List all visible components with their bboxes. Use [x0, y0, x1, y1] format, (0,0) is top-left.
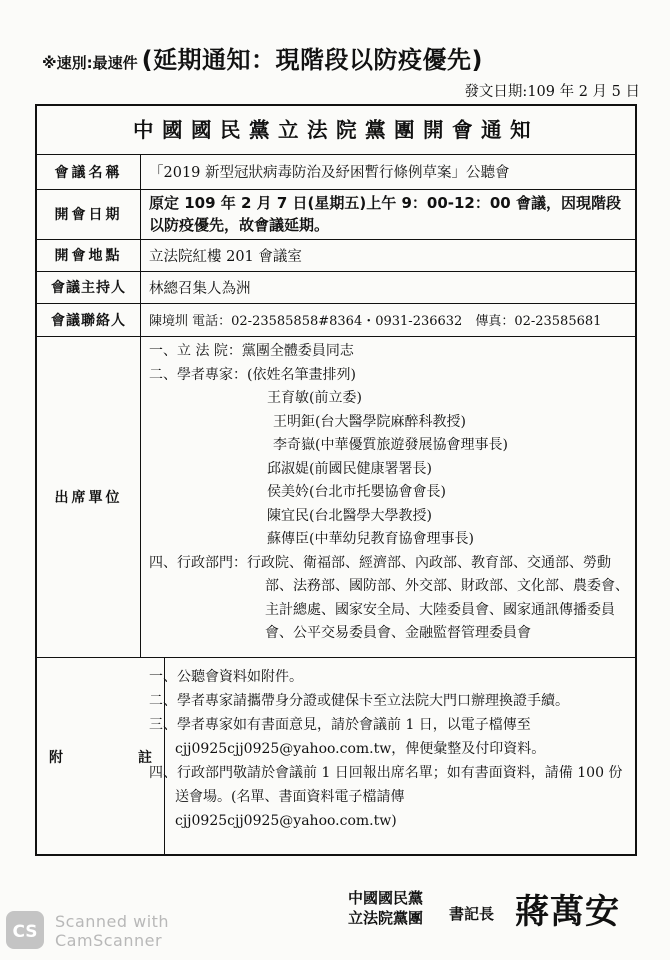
meeting-place-value: 立法院紅樓 201 會議室: [149, 248, 302, 265]
seal-line: 立法院黨團: [348, 909, 424, 927]
expert-item: 侯美妗(台北市托嬰協會會長): [267, 484, 446, 500]
remarks-list: [149, 665, 629, 833]
row-meeting-date: [37, 189, 635, 240]
remarks-label-a: 附: [49, 749, 63, 766]
remark-item: 一、公聽會資料如附件。: [149, 669, 303, 685]
seal-line: 中國國民黨: [348, 889, 424, 907]
attendees-executive: 四、行政部門：行政院、衛福部、經濟部、內政部、教育部、交通部、勞動部、法務部、國防部、外交部、財政部、文化部、農委會、主計總處、國家安全局、大陸委員會、國家通訊傳播委員會、公平交易委員會、金融監督管理委員會: [149, 554, 629, 641]
expert-item: 李奇嶽(中華優質旅遊發展協會理事長): [273, 437, 508, 453]
contact-value: 陳境圳 電話：02-23585858#8364・0931-236632 傳真：02-23585681: [149, 314, 602, 329]
meeting-date-value: 原定 109 年 2 月 7 日(星期五)上午 9：00-12：00 會議，因現階段以防疫優先，故會議延期。: [149, 194, 621, 234]
row-host: [37, 271, 635, 304]
expert-item: 邱淑媞(前國民健康署署長): [267, 460, 432, 477]
row-contact: [37, 303, 635, 337]
host-value: 林總召集人為洲: [149, 280, 251, 297]
row-remarks: [37, 657, 635, 856]
postponement-headline: (延期通知：現階段以防疫優先): [141, 46, 484, 74]
watermark-line: Scanned with: [55, 912, 170, 931]
urgency-label: ※速別:最速件: [42, 54, 138, 72]
contact-label: 會議聯絡人: [37, 303, 141, 336]
attendees-list: [149, 340, 629, 646]
notice-table: [35, 104, 637, 856]
remark-item: 三、學者專家如有書面意見，請於會議前 1 日，以電子檔傳至 cjj0925cjj0925@yahoo.com.tw，俾便彙整及付印資料。: [149, 717, 546, 757]
remarks-label-b: 註: [138, 749, 152, 766]
host-label: 會議主持人: [37, 271, 141, 303]
header-line: [42, 40, 483, 75]
meeting-name-label: 會議名稱: [37, 154, 141, 189]
party-caucus-seal: [348, 888, 423, 928]
watermark-line: CamScanner: [55, 931, 163, 950]
meeting-name-value: 「2019 新型冠狀病毒防治及紓困暫行條例草案」公聽會: [149, 165, 510, 181]
issue-date: 發文日期:109 年 2 月 5 日: [464, 84, 640, 100]
secretary-signature: 蔣萬安: [515, 892, 620, 932]
meeting-place-label: 開會地點: [37, 239, 141, 271]
watermark-text: [55, 912, 169, 950]
logo-text: CS: [12, 922, 38, 942]
remark-item: 四、行政部門敬請於會議前 1 日回報出席名單；如有書面資料，請備 100 份送會場。(名單、書面資料電子檔請傳 cjj0925cjj0925@yahoo.com.tw): [149, 765, 623, 829]
expert-item: 陳宜民(台北醫學大學教授): [267, 507, 432, 524]
attendees-label: 出席單位: [37, 336, 141, 657]
expert-item: 王明鉅(台大醫學院麻醉科教授): [273, 413, 466, 430]
notice-title: 中國國民黨立法院黨團開會通知: [37, 106, 635, 155]
attendees-experts-heading: 二、學者專家：(依姓名筆畫排列): [149, 366, 356, 383]
attendees-legislature: 一、立 法 院：黨團全體委員同志: [149, 343, 354, 359]
expert-item: 蘇傳臣(中華幼兒教育協會理事長): [267, 531, 474, 547]
remark-item: 二、學者專家請攜帶身分證或健保卡至立法院大門口辦理換證手續。: [149, 693, 569, 709]
row-meeting-name: [37, 154, 635, 190]
expert-item: 王育敏(前立委): [267, 390, 362, 406]
secretary-title: 書記長: [449, 905, 495, 923]
meeting-date-label: 開會日期: [37, 189, 141, 239]
camscanner-logo-icon: [5, 910, 45, 950]
row-attendees: [37, 336, 635, 658]
row-meeting-place: [37, 239, 635, 272]
remarks-label: [37, 657, 165, 856]
